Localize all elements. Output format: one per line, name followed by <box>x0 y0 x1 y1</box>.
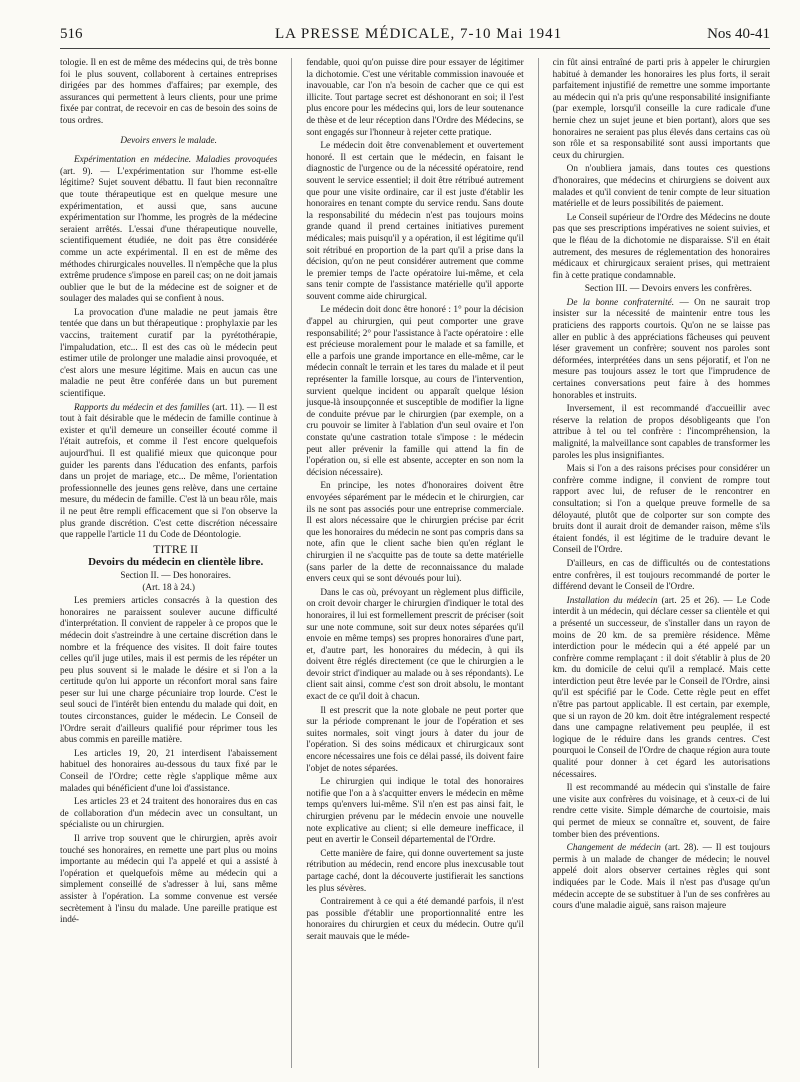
paragraph-title: Expérimentation en médecine. Maladies provoquées <box>74 155 278 166</box>
paragraph: Le Conseil supérieur de l'Ordre des Médecins ne doute pas que ses prescriptions impératives ne soient suivies, et que le fléau de la dichotomie ne disparaisse. S'il en était autrement, des mesures de réglementation des honoraires médicaux et chirurgicaux seraient prises, qui mettraient fin à cette pratique condamnable. <box>552 212 770 281</box>
column-divider <box>291 58 292 1068</box>
paragraph: Contrairement à ce qui a été demandé parfois, il n'est pas possible d'établir une proportionnalité entre les honoraires du chirurgien et ceux du médecin. Outre qu'il serait mauvais que le méde- <box>306 897 524 942</box>
paragraph: Il est recommandé au médecin qui s'installe de faire une visite aux confrères du voisinage, et à ceux-ci de lui rendre cette visite. Simple démarche de courtoisie, mais qui permet de mieux se connaître et, souvent, de faire tomber bien des préventions. <box>552 783 770 840</box>
page-number: 516 <box>60 26 83 42</box>
issue-number: Nos 40-41 <box>707 26 770 42</box>
paragraph: Le médecin doit donc être honoré : 1° pour la décision d'appel au chirurgien, qui peut comporter une grave responsabilité; 2° pour l'assistance à l'acte opératoire : elle est précieuse moralement pour le malade et sa famille, et elle a parfois une grande importance en elle-même, car le médecin connaît le terrain et les tares du malade et il peut représenter la famille lorsque, au cours de l'intervention, survient quelque incident ou apparaît quelque lésion jusque-là insoupçonnée et susceptible de modifier la ligne de conduite prévue par le chirurgien (par exemple, on a cru pouvoir se limiter à l'ablation d'un seul ovaire et l'on constate qu'une castration totale s'impose : le médecin peut aller prévenir la famille qui attend la fin de l'opération ou, si elle est absente, accepter en son nom la décision nécessaire). <box>306 305 524 478</box>
paragraph: Les articles 19, 20, 21 interdisent l'abaissement habituel des honoraires au-dessous du taux fixé par le Conseil de l'Ordre; cette règle s'applique même aux malades qui bénéficient d'une loi d'assistance. <box>60 748 278 794</box>
paragraph <box>60 155 277 306</box>
paragraph <box>553 843 770 913</box>
paragraph: Dans le cas où, prévoyant un règlement plus difficile, on croit devoir charger le chirurgien d'indiquer le total des honoraires, il lui est formellement prescrit de préciser (soit sur une note commune, soit sur deux notes séparées qu'il envoie en même temps) ses propres honoraires d'une part, et, d'autre part, les honoraires du médecin, à qui ils doivent être réglés directement (ce que le chirurgien a le devoir strict d'indiquer au malade ou à ses répondants). Le client sait ainsi, comme c'est son droit absolu, le montant exact de ce qu'il doit à chacun. <box>306 587 524 703</box>
section-heading: Section III. — Devoirs envers les confrères. <box>584 284 752 295</box>
section-title: Section II. — Des honoraires. <box>120 570 231 581</box>
paragraph: fendable, quoi qu'on puisse dire pour essayer de légitimer la dichotomie. C'est une véritable commission inavouée et inavouable, car l'on n'a besoin de cacher que ce qui est illicite. Tout partage secret est déshonorant en soi; il l'est plus encore pour les médecins qui, lors de leur soutenance de thèse et de leur réception dans l'Ordre des Médecins, se sont engagés sur l'honneur à rejeter cette pratique. <box>306 58 524 138</box>
paragraph-title: De la bonne confraternité. <box>566 297 675 308</box>
paragraph: Mais si l'on a des raisons précises pour considérer un confrère comme indigne, il convient de rompre tout rapport avec lui, de refuser de le rencontrer en consultation; si l'on a quelque preuve formelle de sa déloyauté, plutôt que de colporter sur son compte des bruits dont il aurait droit de demander raison, même s'ils étaient fondés, il est légitime de le traduire devant le Conseil de l'Ordre. <box>552 464 770 556</box>
paragraph-text: — On ne saurait trop insister sur la nécessité de maintenir entre tous les praticiens des rapports courtois. Qu'on ne se laisse pas aller en public à des appréciations fâcheuses qui peuvent léser gravement un confrère; souvent nos paroles sont déformées, interprétées dans un sens péjoratif, et l'on ne mesure pas toujours assez le tort que l'imprudence de certaines conversations peut faire à des hommes honorables et instruits. <box>552 297 770 401</box>
paragraph-text: (art. 11). — Il est tout à fait désirable que le médecin de famille continue à exister et qu'il demeure un conseiller écouté comme il l'était autrefois, et comme il l'est encore quelquefois aujourd'hui. Il est qualifié mieux que quiconque pour guider les parents dans l'éducation des enfants, parfois dans un projet de mariage, etc... De même, l'orientation professionnelle des jeunes gens relève, dans une certaine mesure, du médecin de famille. C'est là un beau rôle, mais il ne peut être rempli efficacement que si l'on observe la plus grande discrétion. C'est cette discrétion nécessaire que rappelle l'article 11 du Code de Déontologie. <box>60 402 278 541</box>
paragraph: Cette manière de faire, qui donne ouvertement sa juste rétribution au médecin, rend encore plus inexcusable tout partage caché, dont la découverte justifierait les sanctions les plus sévères. <box>306 848 524 894</box>
paragraph: D'ailleurs, en cas de difficultés ou de contestations entre confrères, il est toujours recommandé de porter le différend devant le Conseil de l'Ordre. <box>552 558 770 593</box>
paragraph-text: (art. 9). — L'expérimentation sur l'homme est-elle légitime? Sujet souvent débattu. Il faut bien reconnaître que toute thérapeutique est en quelque mesure une expérimentation, et aussi que, sans aucune expérimentation sur l'homme, les progrès de la médecine seraient arrêtés. L'essai d'une thérapeutique nouvelle, scientifiquement étudiée, ne doit pas être considérée comme un acte expérimental. Il en est de même des méthodes chirurgicales nouvelles. Il n'empêche que la plus extrême prudence s'impose en pareil cas; on ne doit jamais oublier que le but de la médecine est de soigner et de soulager des malades qui se confient à nous. <box>60 166 278 305</box>
paragraph-title: Rapports du médecin et des familles <box>74 402 210 413</box>
paragraph: Les premiers articles consacrés à la question des honoraires ne paraissent soulever aucune difficulté d'interprétation. Il convient de rappeler à ce propos que le médecin doit s'astreindre à une certaine discrétion dans le nombre et la fréquence des visites. Il doit faire toutes celles qu'il juge utiles, mais il est permis de les répéter un peu plus souvent si le malade le désire et si l'on a la certitude qu'on lui apporte un réconfort moral sans faire peser sur lui une charge pécuniaire trop lourde. C'est le seul souci de l'intérêt bien entendu du malade qui doit, en toutes circonstances, guider le médecin. Le Conseil de l'Ordre serait d'ailleurs qualifié pour réprimer tous les abus commis en pareille matière. <box>60 596 278 746</box>
paragraph: Inversement, il est recommandé d'accueillir avec réserve la relation de propos désobligeants que l'on attribue à tel ou tel confrère : l'incompréhension, la malignité, la malveillance sont capables de transformer les paroles les plus insignifiantes. <box>552 404 770 461</box>
column-3 <box>553 58 770 1068</box>
titre-subheading: Devoirs du médecin en clientèle libre. <box>88 556 264 569</box>
column-1 <box>60 58 277 1068</box>
header-rule <box>60 48 770 49</box>
paragraph-text: (art. 28). — Il est toujours permis à un malade de changer de médecin; le nouvel appelé doit alors observer certaines règles qui sont indiquées par le Code. Mais il n'est pas d'usage qu'un médecin accepte de se substituer à l'un de ses confrères au cours d'une maladie aiguë, sans raison majeure <box>552 843 770 912</box>
article-columns <box>60 58 770 1068</box>
paragraph <box>553 596 770 782</box>
paragraph: Il est prescrit que la note globale ne peut porter que sur la période comprenant le jour de l'opération et ses suites normales, soit vingt jours à dater du jour de l'opération. Si des soins médicaux et chirurgicaux sont encore nécessaires une fois ce délai passé, ils doivent faire l'objet de notes séparées. <box>306 705 524 774</box>
paragraph: Le chirurgien qui indique le total des honoraires notifie que l'on a à s'acquitter envers le médecin en même temps qu'envers lui-même. S'il n'en est pas ainsi fait, le chirurgien prévenu par le médecin envoie une nouvelle note explicative au client; si elle demeure inefficace, il peut en avertir le Conseil départemental de l'Ordre. <box>306 777 524 846</box>
paragraph: tologie. Il en est de même des médecins qui, de très bonne foi le plus souvent, collaborent à certaines entreprises dirigées par des hommes d'affaires; par exemple, des assurances qui permettent à leurs clients, pour une prime fixée par contrat, de recevoir en cas de besoin des soins de tous ordres. <box>60 58 278 126</box>
section-heading <box>60 571 277 594</box>
paragraph: cin fût ainsi entraîné de parti pris à appeler le chirurgien habitué à demander les honoraires les plus forts, il serait parfaitement injustifié de remettre une somme importante au médecin qui n'a pris qu'une responsabilité insignifiante (par exemple, lorsqu'il conseille la cure radicale d'une hernie chez un sujet jeune et bien portant), alors que ses honoraires ne seraient pas plus élevés dans certains cas où son rôle et sa responsabilité sont aussi importants que ceux du chirurgien. <box>552 58 770 161</box>
paragraph: Les articles 23 et 24 traitent des honoraires dus en cas de collaboration d'un médecin avec un consultant, un spécialiste ou un chirurgien. <box>60 797 278 831</box>
paragraph: On n'oubliera jamais, dans toutes ces questions d'honoraires, que médecins et chirurgiens se doivent aux malades et qu'il convient de tenir compte de leur situation matérielle et de leurs possibilités de paiement. <box>552 164 770 210</box>
paragraph: En principe, les notes d'honoraires doivent être envoyées séparément par le médecin et le chirurgien, car ils ne sont pas associés pour une entreprise commerciale. Il est alors nécessaire que le chirurgien précise par écrit que les honoraires du médecin ne sont pas compris dans sa note, afin que le client sache bien qu'en réglant le chirurgien il ne s'acquitte pas de toute sa dette matérielle (sans parler de la dette de reconnaissance du malade envers ceux qui se sont dévoués pour lui). <box>306 481 524 585</box>
column-divider <box>538 58 539 1068</box>
section-articles: (Art. 18 à 24.) <box>142 582 195 593</box>
paragraph <box>553 298 770 402</box>
column-2 <box>306 58 523 1068</box>
paragraph: La provocation d'une maladie ne peut jamais être tentée que dans un but thérapeutique : prophylaxie par les vaccins, traitement curatif par la pyrétothérapie, l'impaludation, etc... Il est des cas où le médecin peut estimer utile de prolonger une maladie ainsi provoquée, et c'est alors une mesure légitime. Mais en aucun cas une maladie ne peut être conférée dans un but purement scientifique. <box>60 307 278 400</box>
titre-heading: TITRE II <box>153 541 199 556</box>
paragraph <box>60 403 277 542</box>
subheading: Devoirs envers le malade. <box>120 135 217 146</box>
journal-title: LA PRESSE MÉDICALE, 7-10 Mai 1941 <box>275 26 563 42</box>
page-header <box>60 26 770 46</box>
paragraph: Il arrive trop souvent que le chirurgien, après avoir touché ses honoraires, en remette une part plus ou moins importante au médecin qui l'a appelé et qui a assisté à l'opération et quelquefois même au médecin qui a simplement conseillé de s'adresser à lui, sans même assister à l'opération. La somme convenue est versée secrètement à l'insu du malade. Une pareille pratique est indé- <box>60 834 278 926</box>
paragraph-text: (art. 25 et 26). — Le Code interdit à un médecin, qui déclare cesser sa clientèle et qui a présenté un successeur, de s'installer dans un rayon de moins de 20 km. de sa première résidence. Même interdiction pour le médecin qui a été appelé par un confrère comme remplaçant : il doit s'établir à plus de 20 km. du domicile de celui qu'il a remplacé. Mais cette interdiction peut être levée par le Conseil de l'Ordre, ainsi qu'il est spécifié par le Code. Cette règle peut en effet n'être pas partout applicable. Il est certain, par exemple, que si un rayon de 20 km. doit être intégralement respecté dans une campagne relativement peu peuplée, il est logique de le réduire dans les grands centres. C'est pourquoi le Conseil de l'Ordre de chaque région aura toute qualité pour donner à cet égard les autorisations nécessaires. <box>552 595 770 780</box>
paragraph-title: Changement de médecin <box>566 843 661 854</box>
paragraph: Le médecin doit être convenablement et ouvertement honoré. Il est certain que le médecin, en faisant le diagnostic de l'urgence ou de la nécessité opératoire, rend souvent le service essentiel; il doit être rétribué autrement que pour une visite ordinaire, car il est juste d'établir les honoraires en tenant compte du service rendu. Sans doute la responsabilité du médecin n'est pas toujours moins grande quand il prend certaines initiatives purement médicales; mais puisqu'il y a opération, il est légitime qu'il soit rétribué en proportion de la part qu'il a prise dans la décision, qu'on ne peut considérer autrement que comme le premier temps de l'acte opératoire lui-même, et cela sans tenir compte de l'assistance matérielle qu'il apporte souvent comme aide chirurgical. <box>306 141 524 302</box>
paragraph-title: Installation du médecin <box>566 595 658 606</box>
